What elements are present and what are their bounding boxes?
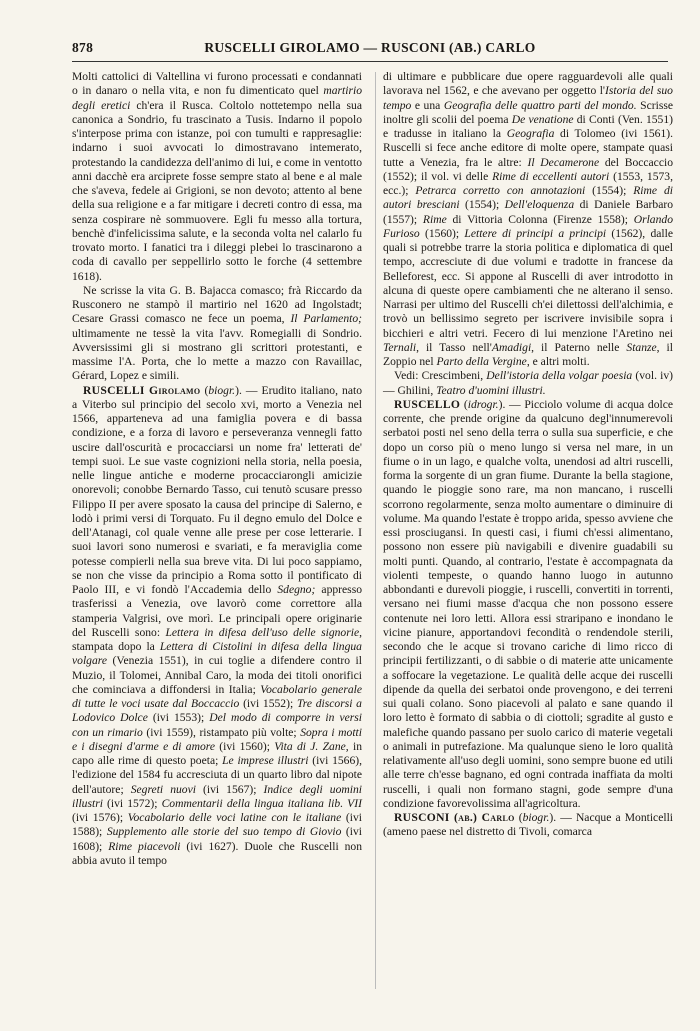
text-run: (ivi 1566), l'edizione del 1584 fu accresciuta di un quarto libro dal nipote dell'autore; bbox=[72, 754, 363, 796]
italic-text: Petrarca corretto con annotazioni bbox=[415, 184, 586, 197]
italic-text: Amadigi bbox=[491, 340, 532, 354]
italic-text: Rime bbox=[422, 212, 447, 226]
text-run: (ivi 1588); bbox=[72, 811, 362, 839]
italic-text: Orlando Furioso bbox=[383, 212, 673, 240]
italic-text: Vocabolario generale di tutte le voci usate dal Boccaccio bbox=[72, 682, 363, 710]
paragraph bbox=[383, 369, 673, 398]
text-run: Vedi: Crescimbeni, bbox=[394, 369, 487, 383]
text-run: in capo alle rime di questo poeta; bbox=[72, 739, 362, 767]
italic-text: De venatione bbox=[511, 112, 574, 126]
italic-text: idrogr. bbox=[467, 397, 499, 411]
text-run: (ivi 1553); bbox=[147, 711, 210, 725]
text-run: di Vittoria Colonna (Firenze 1558); bbox=[446, 212, 634, 226]
italic-text: Ternali bbox=[383, 340, 417, 354]
italic-text: Dell'istoria della volgar poesia bbox=[486, 369, 633, 383]
italic-text: Indice degli uomini illustri bbox=[72, 782, 362, 810]
italic-text: Istoria del suo tempo bbox=[383, 84, 673, 112]
text-run: (vol. iv) — Ghilini, bbox=[383, 369, 674, 397]
text-run: , e altri molti. bbox=[526, 355, 590, 368]
entry-headword: RUSCELLO bbox=[394, 397, 461, 411]
paragraph bbox=[383, 70, 673, 369]
text-run: ). — Nacque a Monticelli (ameno paese nel distretto di Tivoli, comarca bbox=[383, 811, 674, 839]
italic-text: Lettere di principi a principi bbox=[464, 226, 607, 240]
entry-headword: RUSCONI (ab.) Carlo bbox=[394, 811, 515, 824]
italic-text: Il Parlamento; bbox=[290, 312, 362, 326]
italic-text: Supplemento alle storie del suo tempo di Giovio bbox=[106, 825, 342, 839]
text-run: , il Zoppio nel bbox=[383, 340, 673, 368]
text-run: Ne scrisse la vita G. B. Bajacca comasco; frà Riccardo da Rusconero ne stampò il martirio nel 1620 ad Ingolstadt; Cesare Grassi comasco ne fece un poema, bbox=[72, 283, 362, 326]
paragraph bbox=[72, 70, 362, 284]
italic-text: Rime di autori bresciani bbox=[383, 184, 673, 212]
text-run: (ivi 1559), ristampato più volte; bbox=[142, 725, 301, 739]
italic-text: Teatro d'uomini illustri. bbox=[436, 383, 546, 397]
text-run: (ivi 1567); bbox=[195, 782, 264, 796]
italic-text: Rime piacevoli bbox=[108, 839, 181, 853]
column-divider bbox=[375, 72, 376, 989]
text-run: , il Tasso nell' bbox=[416, 340, 492, 354]
entry-headword: RUSCELLI Girolamo bbox=[83, 383, 201, 397]
paragraph bbox=[72, 284, 362, 384]
text-run: (1554); bbox=[459, 198, 505, 212]
italic-text: Le imprese illustri bbox=[222, 754, 309, 767]
right-column bbox=[383, 70, 673, 840]
text-run: , stampata dopo la bbox=[72, 625, 362, 653]
left-column bbox=[72, 70, 362, 868]
page-number: 878 bbox=[72, 40, 94, 55]
italic-text: Geografia delle quattro parti del mondo. bbox=[443, 98, 637, 112]
italic-text: Vita di J. Zane, bbox=[274, 739, 349, 753]
italic-text: Dell'eloquenza bbox=[504, 198, 575, 212]
text-run: e una bbox=[411, 98, 444, 112]
italic-text: biogr. bbox=[522, 811, 550, 824]
text-run: (1560); bbox=[419, 226, 465, 240]
running-header bbox=[72, 40, 668, 60]
text-run: (1562), dalle quali si potrebbe trarre la storia politica e diplomatica di quel tempo, accresciute di due volumi e tradotte in francese da Belleforest, ecc. Si appone al Ruscelli di aver introdotto in alcuna di queste opere cambiamenti che ne alterano il senso. Narrasi per ultimo del Ruscelli ch'ei dilettossi dell'alchimia, e trovò un bellissimo segreto per iscrivere invisibile sopra i bicchieri e altri vetri. Fecero di lui menzione l'Aretino nei bbox=[383, 226, 673, 340]
text-run: ( bbox=[514, 811, 523, 824]
header-rule bbox=[72, 61, 668, 62]
text-run: (1553, 1573, ecc.); bbox=[383, 169, 673, 197]
italic-text: Rime di eccellenti autori bbox=[492, 169, 610, 183]
text-run: (Venezia 1551), in cui toglie a difendere contro il Muzio, il Tolomei, Annibal Caro, la moda dei titoli onorifici che cominciava a diffondersi in Italia; bbox=[72, 654, 362, 696]
text-run: appresso trasferissi a Venezia, ove lavorò come correttore alla stamperia Valgrisi, ove morì. Le principali opere originarie del Ruscelli sono: bbox=[72, 583, 362, 639]
text-run: (ivi 1560); bbox=[215, 739, 275, 753]
italic-text: Tre discorsi a Lodovico Dolce bbox=[72, 697, 362, 725]
italic-text: Commentarii della lingua italiana lib. VII bbox=[161, 796, 362, 810]
text-run: (1554); bbox=[585, 184, 634, 197]
text-run: (ivi 1608); bbox=[72, 825, 363, 853]
text-run: di Daniele Barbaro (1557); bbox=[383, 198, 673, 226]
italic-text: biogr. bbox=[208, 383, 236, 397]
italic-text: Sopra i motti e i disegni d'arme e di amore bbox=[72, 725, 362, 753]
text-run: di Conti (Ven. 1551) e tradusse in italiano la bbox=[383, 112, 674, 140]
italic-text: Segreti nuovi bbox=[130, 782, 196, 796]
italic-text: Geografia bbox=[506, 127, 555, 140]
text-run: di Tolomeo (ivi 1561). Ruscelli si fece anche editore di molte opere, stampate quasi tutte a Venezia, fra le altre: bbox=[383, 127, 673, 169]
text-run: ultimamente ne tessè la vita l'avv. Romegialli di Sondrio. Avversissimi gli si mostrano gli scrittori protestanti, e massime l'A. Porta, che lo mette a mazzo con Ravaillac, Gérard, Lopez e simili. bbox=[72, 326, 362, 383]
running-title: RUSCELLI GIROLAMO — RUSCONI (AB.) CARLO bbox=[204, 40, 536, 55]
text-run: , il Paterno nelle bbox=[531, 340, 627, 354]
text-run: (ivi 1572); bbox=[102, 796, 162, 810]
text-run: (ivi 1576); bbox=[72, 811, 128, 824]
text-run: ). — Erudito italiano, nato a Viterbo sul principio del secolo xvi, morto a Venezia nel 1566, apparteneva ad una famiglia povera e di bassa condizione, e a forza di lavoro e perseveranza vennegli fatto uscire dall'oscurità e procacciarsi un nome fra' letterati de' tempi suoi. Le sue vaste cognizioni nella storia, nella poesia, nelle lingue antiche e moderne procacciarongli amicizie onorevoli; conobbe Bernardo Tasso, cui tenutò scusare presso Filippo II per avere sposato la causa del principe di Salerno, e lodò i primi versi di Torquato. Fu il degno emulo del Dolce e dell'Atanagi, col quale venne alle prese per cose letterarie. I suoi lavori sono numerosi e svariati, e fa meraviglia come potesse compierli nella sua breve vita. Di lui poco sappiamo, se non che visse da principio a Roma sotto il pontificato di Paolo III, e vi fondò l'Accademia dello bbox=[72, 383, 362, 596]
italic-text: Parto della Vergine bbox=[436, 355, 527, 368]
italic-text: Stanze bbox=[626, 340, 657, 354]
dictionary-entry bbox=[383, 398, 673, 811]
text-run: Molti cattolici di Valtellina vi furono processati e condannati o in danaro o nella vita, e non fu dimenticato quel bbox=[72, 70, 362, 98]
italic-text: Lettera di Cistolini in difesa della lingua volgare bbox=[72, 640, 362, 668]
dictionary-entry bbox=[383, 811, 673, 840]
italic-text: Il Decamerone bbox=[527, 155, 600, 169]
italic-text: Vocabolario delle voci latine con le italiane bbox=[127, 811, 342, 824]
italic-text: martirio degli eretici bbox=[72, 84, 362, 112]
italic-text: Sdegno; bbox=[277, 583, 316, 596]
text-run: ( bbox=[460, 397, 468, 411]
italic-text: Del modo di comporre in versi con un rimario bbox=[72, 711, 362, 739]
text-run: (ivi 1627). Duole che Ruscelli non abbia avuto il tempo bbox=[72, 839, 363, 867]
text-run: del Boccaccio (1552); il vol. vi delle bbox=[383, 155, 673, 183]
dictionary-entry bbox=[72, 384, 362, 869]
text-run: di ultimare e pubblicare due opere ragguardevoli alle quali lavorava nel 1562, e che avevano per oggetto l' bbox=[383, 70, 673, 98]
italic-text: Lettera in difesa dell'uso delle signorie bbox=[165, 625, 360, 639]
text-run: ch'era il Rusca. Coltolo nottetempo nella sua canonica a Sondrio, fu trascinato a Tusis. Indarno il popolo s'interpose prima con istanze, poi con tumulti e rappresaglie: indarno i suoi avvocati lo dimostravano intemerato, protestando la candidezza dell'animo di lui, e come in ventotto anni dacchè era arciprete fosse sempre stato al bene e al male che s'aveva, fedele ai Grigioni, se non devoto; attento al bene della sua religione e a far mitigare i decreti contro di essa, ma senza cospirare nè sommuovere. Egli fu messo alla tortura, benchè d'infelicissima salute, e la seconda volta nel calarlo fu trovato morto. I fanatici tra i dileggi plebei lo trascinarono a coda di cavallo per seppellirlo sotto le forche (4 settembre 1618). bbox=[72, 98, 362, 283]
text-run: (ivi 1552); bbox=[239, 697, 297, 710]
text-run: ). — Picciolo volume di acqua dolce corrente, che prende origine da qualcuno degl'innumerevoli serbatoi posti nel seno della terra o sulla sua superficie, e che dopo un corso più o meno lungo si versa nel mare, in un fiume o in un lago, e qualche volta, unendosi ad altri ruscelli, forma la sorgente di un gran fiume. Durante la bella stagione, quando le pioggie sono rare, ma non mancano, i ruscelli scorrono regolarmente, senza molto aumentare o diminuire di volume. Ma quando l'estate è troppo arida, spesso avviene che essi prosciugansi. In questi casi, i fiumi ch'essi alimentano, possono non essere più navigabili e divenire guadabili su molti punti. Quando, al contrario, l'estate è accompagnata da violenti tempeste, o quando hanno luogo in autunno abbondanti e durevoli pioggie, i ruscelli, convertiti in torrenti, versano nei fiumi masse d'acqua che non possono essere contenute nei loro letti. Allora essi straripano e inondano le vicine pianure, apportandovi fecondità o rendendole sterili, secondo che le acque si trovano cariche di limo ricco di principii fertilizzanti, o di sabbie o di materie atte unicamente a soffocare la vegetazione. Le qualità delle acque dei ruscelli dipende da quella dei serbatoi onde provengono, e dei terreni sui quali colano. Sono piacevoli al palato e sane quando il loro letto è formato di sabbia o di ciottoli; sgradite al gusto e malefiche quando passano per suolo carico di materie vegetali o animali in putrefazione. Ma qualunque sieno le loro qualità relativamente all'uso degli uomini, sono sempre buone ed utili alle terre ch'esse bagnano, ed ogni contrada inaffiata da molti ruscelli, i quali non formano stagni, gode sempre d'una condizione favorevolissima all'agricoltura. bbox=[383, 397, 674, 810]
text-run: Scrisse inoltre gli scolii del poema bbox=[383, 98, 673, 126]
text-run: ( bbox=[200, 383, 209, 397]
